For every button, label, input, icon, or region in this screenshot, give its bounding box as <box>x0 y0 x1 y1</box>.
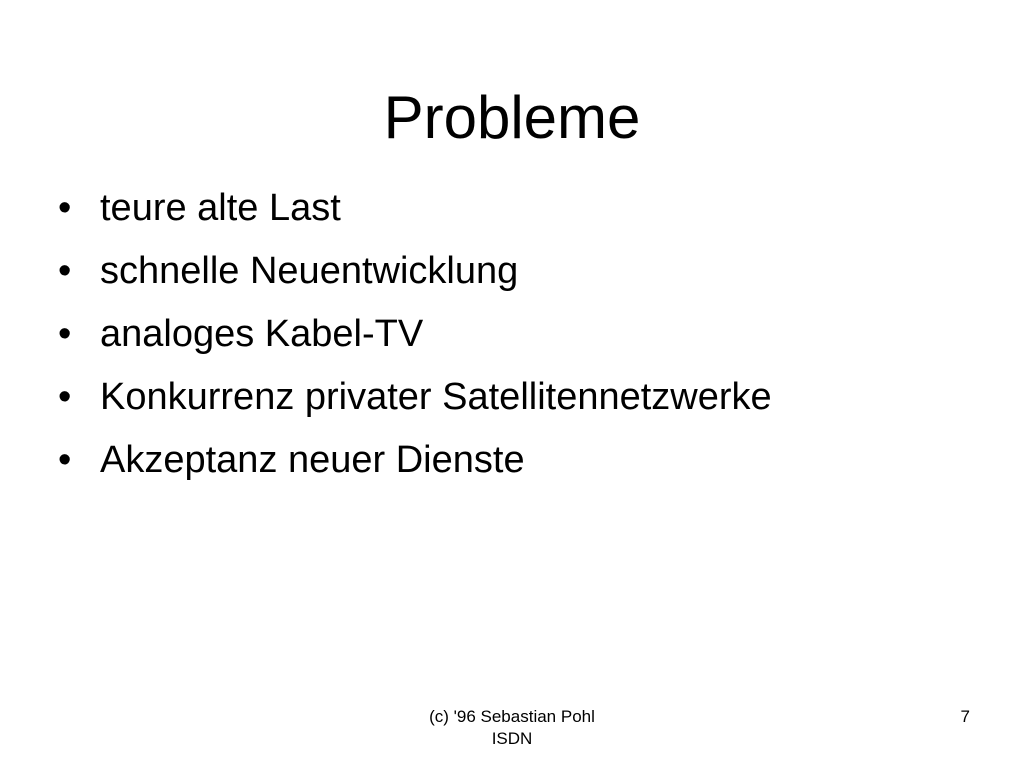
bullet-item <box>58 438 772 482</box>
bullet-icon: • <box>58 439 72 481</box>
bullet-icon: • <box>58 250 72 292</box>
bullet-text: schnelle Neuentwicklung <box>100 250 519 292</box>
bullet-text: Akzeptanz neuer Dienste <box>100 439 525 481</box>
bullet-icon: • <box>58 376 72 418</box>
bullet-item <box>58 249 772 293</box>
bullet-item <box>58 375 772 419</box>
bullet-item <box>58 312 772 356</box>
bullet-text: teure alte Last <box>100 187 341 229</box>
bullet-text: analoges Kabel-TV <box>100 313 424 355</box>
page-number: 7 <box>960 707 970 726</box>
footer-topic: ISDN <box>491 729 533 748</box>
bullet-text: Konkurrenz privater Satellitennetzwerke <box>100 376 772 418</box>
bullet-icon: • <box>58 187 72 229</box>
slide-title: Probleme <box>383 84 641 151</box>
bullet-list <box>58 186 772 501</box>
bullet-icon: • <box>58 313 72 355</box>
footer-text <box>362 706 662 750</box>
footer-author: (c) '96 Sebastian Pohl <box>429 707 595 726</box>
bullet-item <box>58 186 772 230</box>
